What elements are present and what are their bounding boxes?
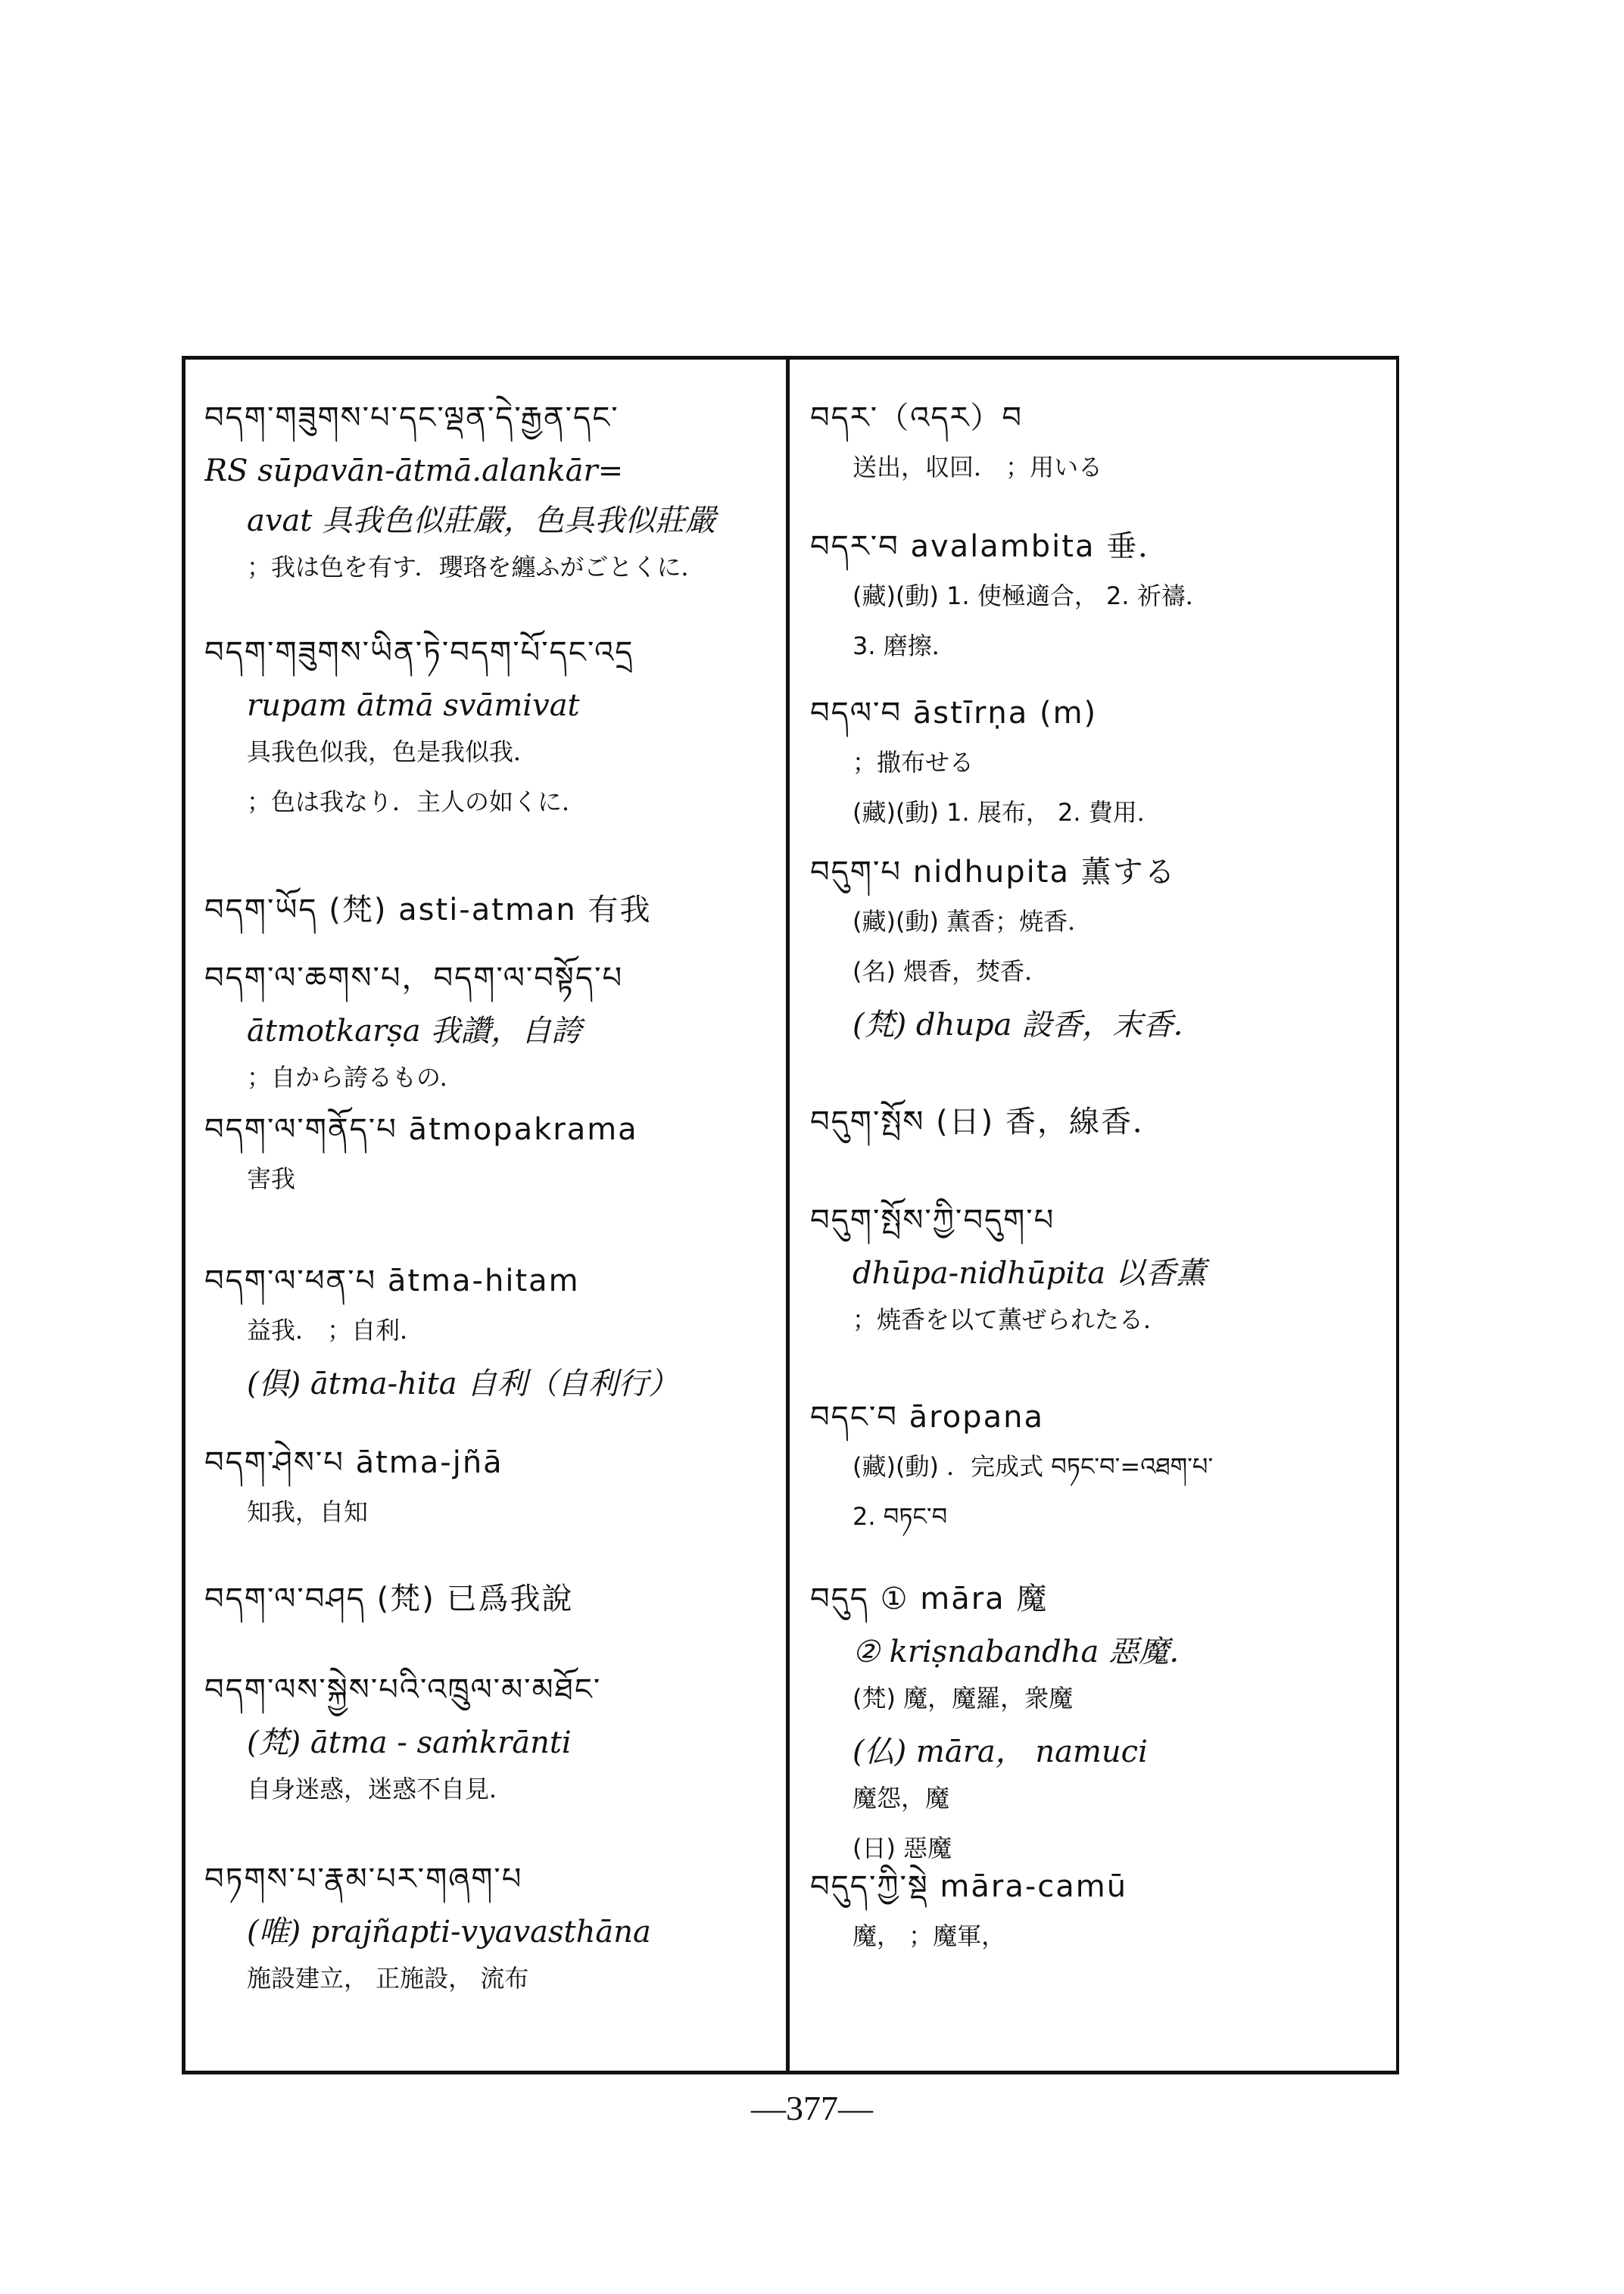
entry-gloss: (藏)(動) 薫香；焼香． — [853, 907, 1093, 936]
entry-headword: བདུད་ཀྱི་སྡེ māra-camū — [810, 1869, 1128, 1904]
entry-gloss: (藏)(動) 1. 展布， 2. 費用． — [853, 798, 1161, 827]
entry-headword: བདར་བ avalambita 垂． — [810, 529, 1170, 564]
entry-headword: བདར་（འདར）བ — [810, 401, 1024, 435]
entry-gloss: 魔怨，魔 — [853, 1784, 950, 1812]
entry-headword: བདག་གཟུགས་ཡིན་ཏེ་བདག་པོ་དང་འདྲ — [204, 635, 634, 670]
entry-headword: བདག་ལ་གནོད་པ ātmopakrama — [204, 1112, 638, 1147]
entry-gloss: 魔， ；魔軍， — [853, 1922, 1006, 1950]
entry-headword: བདུད ① māra 魔 — [810, 1582, 1049, 1616]
entry-gloss: 3. 磨擦． — [853, 631, 956, 660]
entry-gloss: 具我色似我，色是我似我． — [247, 737, 538, 766]
entry-headword: བདལ་བ āstīrṇa (m) — [810, 696, 1098, 731]
entry-sanskrit: (仏) māra， namuci — [853, 1735, 1148, 1769]
entry-headword: བདག་ལས་སྐྱེས་པའི་འཁྲུལ་མ་མཐོང་ — [204, 1672, 602, 1707]
entry-sanskrit: avat 具我色似莊嚴，色具我似莊嚴 — [247, 503, 716, 538]
page-number: —377— — [751, 2089, 873, 2127]
entry-sanskrit: (梵) ātma - saṁkrānti — [247, 1725, 572, 1760]
entry-sanskrit: rupam ātmā svāmivat — [247, 688, 580, 723]
entry-headword: བདག་ཡོད (梵) asti-atman 有我 — [204, 893, 652, 927]
entry-headword: བདག་ལ་ཆགས་པ，བདག་ལ་བསྟོད་པ — [204, 961, 624, 996]
entry-gloss: (梵) 魔，魔羅，衆魔 — [853, 1684, 1074, 1713]
entry-sanskrit: (梵) dhupa 設香，末香． — [853, 1008, 1204, 1043]
entry-headword: བདུག་སྤོས (日) 香，線香． — [810, 1105, 1165, 1139]
entry-headword: བདུག་སྤོས་ཀྱི་བདུག་པ — [810, 1203, 1055, 1238]
entry-headword: བདུག་པ nidhupita 薫する — [810, 855, 1177, 890]
entry-sanskrit: ātmotkarṣa 我讚，自誇 — [247, 1014, 582, 1049]
entry-gloss: 自身迷惑，迷惑不自見． — [247, 1775, 514, 1803]
entry-headword: བདག་ལ་ཕན་པ ātma-hitam — [204, 1264, 580, 1298]
entry-gloss: 知我，自知 — [247, 1498, 369, 1526]
entry-gloss: 害我 — [247, 1164, 296, 1193]
left-column — [204, 356, 780, 2074]
entry-headword: བདག་གཟུགས་པ་དང་ལྡན་དེ་རྒྱན་དང་ — [204, 401, 619, 435]
entry-gloss: 施設建立， 正施設， 流布 — [247, 1964, 529, 1993]
entry-headword: བདང་བ āropana — [810, 1400, 1044, 1435]
entry-gloss: (名) 煨香，焚香． — [853, 957, 1049, 986]
entry-gloss: 益我． ；自利． — [247, 1316, 425, 1345]
entry-gloss: ；焼香を以て薫ぜられたる． — [853, 1305, 1168, 1334]
entry-gloss: 送出，収回． ；用いる — [853, 453, 1103, 482]
entry-sanskrit: ② kriṣnabandha 惡魔． — [853, 1635, 1200, 1669]
entry-sanskrit: (俱) ātma-hita 自利（自利行） — [247, 1367, 679, 1401]
entry-headword: བཏགས་པ་རྣམ་པར་གཞག་པ — [204, 1862, 523, 1897]
entry-sanskrit: RS sūpavān-ātmā.alankār= — [204, 454, 624, 488]
entry-gloss: ；自から誇るもの． — [247, 1063, 464, 1092]
entry-headword: བདག་ལ་བཤད (梵) 已爲我說 — [204, 1582, 574, 1616]
entry-gloss: ；色は我なり．主人の如くに． — [247, 787, 587, 816]
column-divider — [786, 356, 790, 2074]
entry-gloss: (日) 惡魔 — [853, 1834, 952, 1862]
entry-gloss: (藏)(動) ．完成式 བཏང་བ་=འཐག་པ་ — [853, 1452, 1214, 1481]
entry-gloss: (藏)(動) 1. 使極適合， 2. 祈禱． — [853, 581, 1210, 610]
entry-sanskrit: (唯) prajñapti-vyavasthāna — [247, 1915, 651, 1950]
entry-headword: བདག་ཤེས་པ ātma-jñā — [204, 1445, 503, 1480]
right-column — [810, 356, 1386, 2074]
entry-sanskrit: dhūpa-nidhūpita 以香薫 — [853, 1256, 1206, 1291]
entry-gloss: ；撒布せる — [853, 748, 974, 777]
entry-gloss: 2. བཏང་བ — [853, 1502, 948, 1531]
entry-gloss: ；我は色を有す．瓔珞を纏ふがごとくに． — [247, 553, 706, 581]
